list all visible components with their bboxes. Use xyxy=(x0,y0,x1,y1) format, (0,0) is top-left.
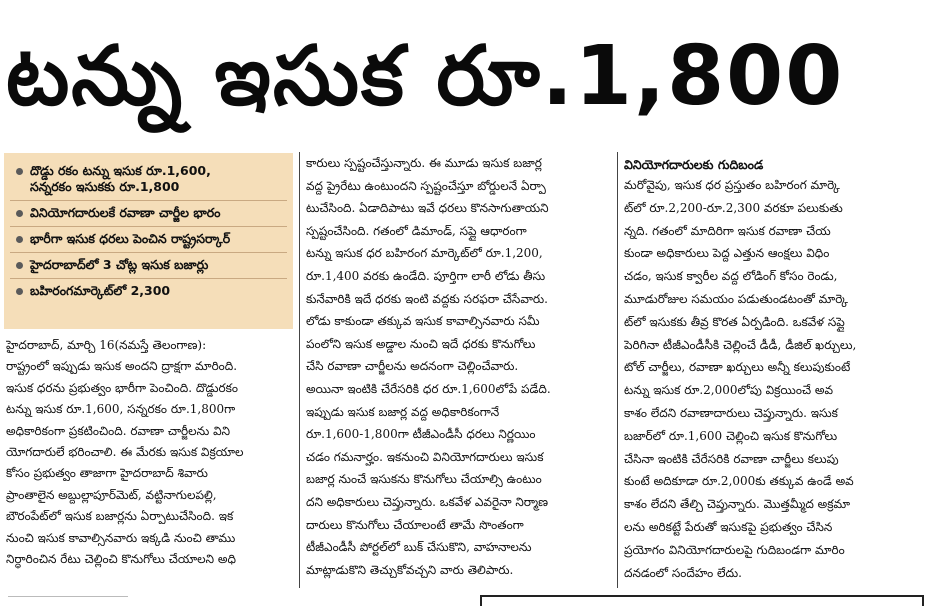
highlights-box xyxy=(4,153,293,329)
highlight-item xyxy=(10,201,287,227)
article-line: న్నది. గతంలో మాదిరిగా ఇసుక రవాణా చేయ xyxy=(624,223,831,238)
highlight-line: హైదరాబాద్‌లో 3 చోట్ల ఇసుక బజార్లు xyxy=(30,257,209,272)
bullet-icon xyxy=(16,236,23,243)
highlight-line: బహిరంగమార్కెట్‌లో 2,300 xyxy=(30,283,171,298)
article-line: కునేవారికి ఇదే ధరకు ఇంటి వద్దకు సరఫరా చేసేవారు. xyxy=(306,291,548,306)
article-line: చేసినా ఇంటికి చేరేసరికి రవాణా చార్జీలు కలుపు xyxy=(624,451,839,466)
bullet-icon xyxy=(16,210,23,217)
article-line: స్పష్టంచేసింది. గతంలో డిమాండ్, సప్లై ఆధారంగా xyxy=(306,223,527,238)
article-line: బజార్‌లో రూ.1,600 చెల్లించి ఇసుక కొనుగోలు xyxy=(624,428,838,443)
article-line: కుంటే అదికూడా రూ.2,000కు తక్కువ ఉండే అవ xyxy=(624,474,854,489)
article-line: మాట్లాడుకొని తెచ్చుకోవచ్చని వారు తెలిపారు. xyxy=(306,562,514,577)
article-line: మూడురోజుల సమయం పడుతుండటంతో మార్కె xyxy=(624,291,848,306)
article-line: నుంచి ఇసుక కావాల్సినవారు ఇక్కడి నుంచి తాము xyxy=(6,530,236,545)
highlight-line: భారీగా ఇసుక ధరలు పెంచిన రాష్ట్రసర్కార్ xyxy=(30,231,231,246)
article-line: కాశం లేదని తేల్చి చెప్తున్నారు. మొత్తమ్మీద అక్రమా xyxy=(624,497,851,512)
bullet-icon xyxy=(16,288,23,295)
article-line: టోల్ చార్జీలు, రవాణా ఖర్చులు అన్నీ కలుపుకుంటే xyxy=(624,360,851,375)
highlight-line: దొడ్డు రకం టన్ను ఇసుక రూ.1,600, xyxy=(30,163,211,178)
article-line: వద్ద ప్రైరేటు ఉంటుందని స్పష్టంచేస్తూ బోర్డులనే ఏర్పా xyxy=(306,178,546,193)
headline: టన్ను ఇసుక రూ.1,800 xyxy=(6,29,845,124)
article-line: కాశం లేదని రవాణాదారులు చెప్తున్నారు. ఇసుక xyxy=(624,405,838,420)
article-line: చేసి రవాణా చార్జీలను అదనంగా చెల్లించేవారు. xyxy=(306,359,519,374)
article-line: దారులు కొనుగోలు చేయాలంటే తామే సొంతంగా xyxy=(306,517,524,532)
article-line: ట్‌లో ఇసుకకు తీవ్ర కొరత ఏర్పడింది. ఒకవేళ సప్లై xyxy=(624,314,845,329)
article-line: ట్‌లో రూ.2,200-రూ.2,300 వరకూ పలుకుతు xyxy=(624,200,843,215)
article-line: టుచేసింది. ఏడాదిపాటు ఇవే ధరలు కొనసాగుతాయని xyxy=(306,201,549,216)
cutoff-fragment xyxy=(8,596,128,597)
next-article-box xyxy=(480,595,924,606)
column-divider-2 xyxy=(617,152,618,588)
highlight-line: సన్నరకం ఇసుకకు రూ.1,800 xyxy=(30,179,180,194)
highlight-item xyxy=(10,159,287,201)
article-line: ఇప్పుడు ఇసుక బజార్ల వద్ద అధికారికంగానే xyxy=(306,404,500,419)
article-line: బౌరంపేట్‌లో ఇసుక బజార్లను ఏర్పాటుచేసింది. ఇక xyxy=(6,509,234,524)
bullet-icon xyxy=(16,168,23,175)
article-line: నిర్ధారించిన రేటు చెల్లించి కొనుగోలు చేయాలని అధి xyxy=(6,552,236,567)
article-line: దనడంలో సందేహం లేదు. xyxy=(624,565,742,580)
highlight-line: వినియోగదారులకే రవాణా చార్జీల భారం xyxy=(30,205,221,220)
bullet-icon xyxy=(16,262,23,269)
article-line: మరోవైపు, ఇసుక ధర ప్రస్తుతం బహిరంగ మార్కె xyxy=(624,178,840,192)
article-line: ప్రాంతాలైన అబ్దుల్లాపూర్‌మెట్, వట్టినాగులపల్లి, xyxy=(6,487,217,502)
article-line: ఇసుక ధరను ప్రభుత్వం భారీగా పెంచింది. దొడ్డురకం xyxy=(6,380,238,395)
article-column-1 xyxy=(6,335,292,587)
article-line: టీజీఎండీసీ పోర్టల్‌లో బుక్ చేసుకొని, వాహనాలను xyxy=(306,540,532,555)
article-line: టన్ను ఇసుక రూ.2,000లోపు విక్రయించే అవ xyxy=(624,383,834,398)
article-line: దని అధికారులు చెప్తున్నారు. ఒకవేళ ఎవరైనా నిర్మాణ xyxy=(306,494,548,509)
article-line: చడం గమనార్హం. ఇకనుంచి వినియోగదారులు ఇసుక xyxy=(306,449,544,464)
article-line: రూ.1,600-1,800గా టీజీఎండీసీ ధరలు నిర్ణయిం xyxy=(306,427,536,442)
article-line: కోసం ప్రభుత్వం తాజాగా హైదరాబాద్ శివారు xyxy=(6,466,208,481)
article-line: లోడు కాకుండా తక్కువ ఇసుక కావాల్సినవారు సమీ xyxy=(306,314,540,329)
article-line: పంలోని ఇసుక అడ్డాల నుంచి ఇదే ధరకు కొనుగోలు xyxy=(306,336,536,351)
highlight-item xyxy=(10,253,287,279)
article-line: టన్ను ఇసుక రూ.1,600, సన్నరకం రూ.1,800గా xyxy=(6,402,236,417)
article-line: టన్ను ఇసుక ధర బహిరంగ మార్కెట్‌లో రూ.1,200, xyxy=(306,246,543,261)
article-line: లను అరికట్టే పేరుతో ఇసుకపై ప్రభుత్వం చేసిన xyxy=(624,519,833,534)
article-line: కుండా అధికారులు పెద్ద ఎత్తున ఆంక్షలు విధిం xyxy=(624,246,830,261)
highlight-item xyxy=(10,279,287,304)
article-line: అయినా ఇంటికి చేరేసరికి ధర రూ.1,600లోపే పడేది. xyxy=(306,381,551,396)
article-line: రాష్ట్రంలో ఇప్పుడు ఇసుక అందని ద్రాక్షగా మారింది. xyxy=(6,359,238,374)
article-line: చడం, ఇసుక క్వారీల వద్ద లోడింగ్ కోసం రెండు, xyxy=(624,269,838,284)
article-line: యోగదారులే భరించాలి. ఈ మేరకు ఇసుక విక్రయాల xyxy=(6,445,244,460)
article-line: పెరిగినా టీజీఎండీసీకి చెల్లించే డీడీ, డీజిల్ ఖర్చులు, xyxy=(624,337,857,352)
article-column-3 xyxy=(624,156,920,588)
article-line: అధికారికంగా ప్రకటించింది. రవాణా చార్జీలను విని xyxy=(6,423,231,438)
article-line: బజార్ల నుంచే ఇసుకను కొనుగోలు చేయాల్సి ఉంటుం xyxy=(306,472,542,487)
section-subheading: వినియోగదారులకు గుదిబండ xyxy=(624,157,764,172)
article-column-2 xyxy=(306,152,611,588)
article-line: హైదరాబాద్, మార్చి 16(నమస్తే తెలంగాణ): xyxy=(6,338,207,352)
article-line: ప్రయోగం వినియోగదారులపై గుదిబండగా మారిం xyxy=(624,542,845,557)
highlight-item xyxy=(10,227,287,253)
article-line: కారులు స్పష్టంచేస్తున్నారు. ఈ మూడు ఇసుక బజార్ల xyxy=(306,156,542,170)
column-divider-1 xyxy=(299,152,300,588)
next-article-edge xyxy=(0,591,926,604)
article-line: రూ.1,400 వరకు ఉండేది. పూర్తిగా లారీ లోడు తీసు xyxy=(306,268,546,283)
